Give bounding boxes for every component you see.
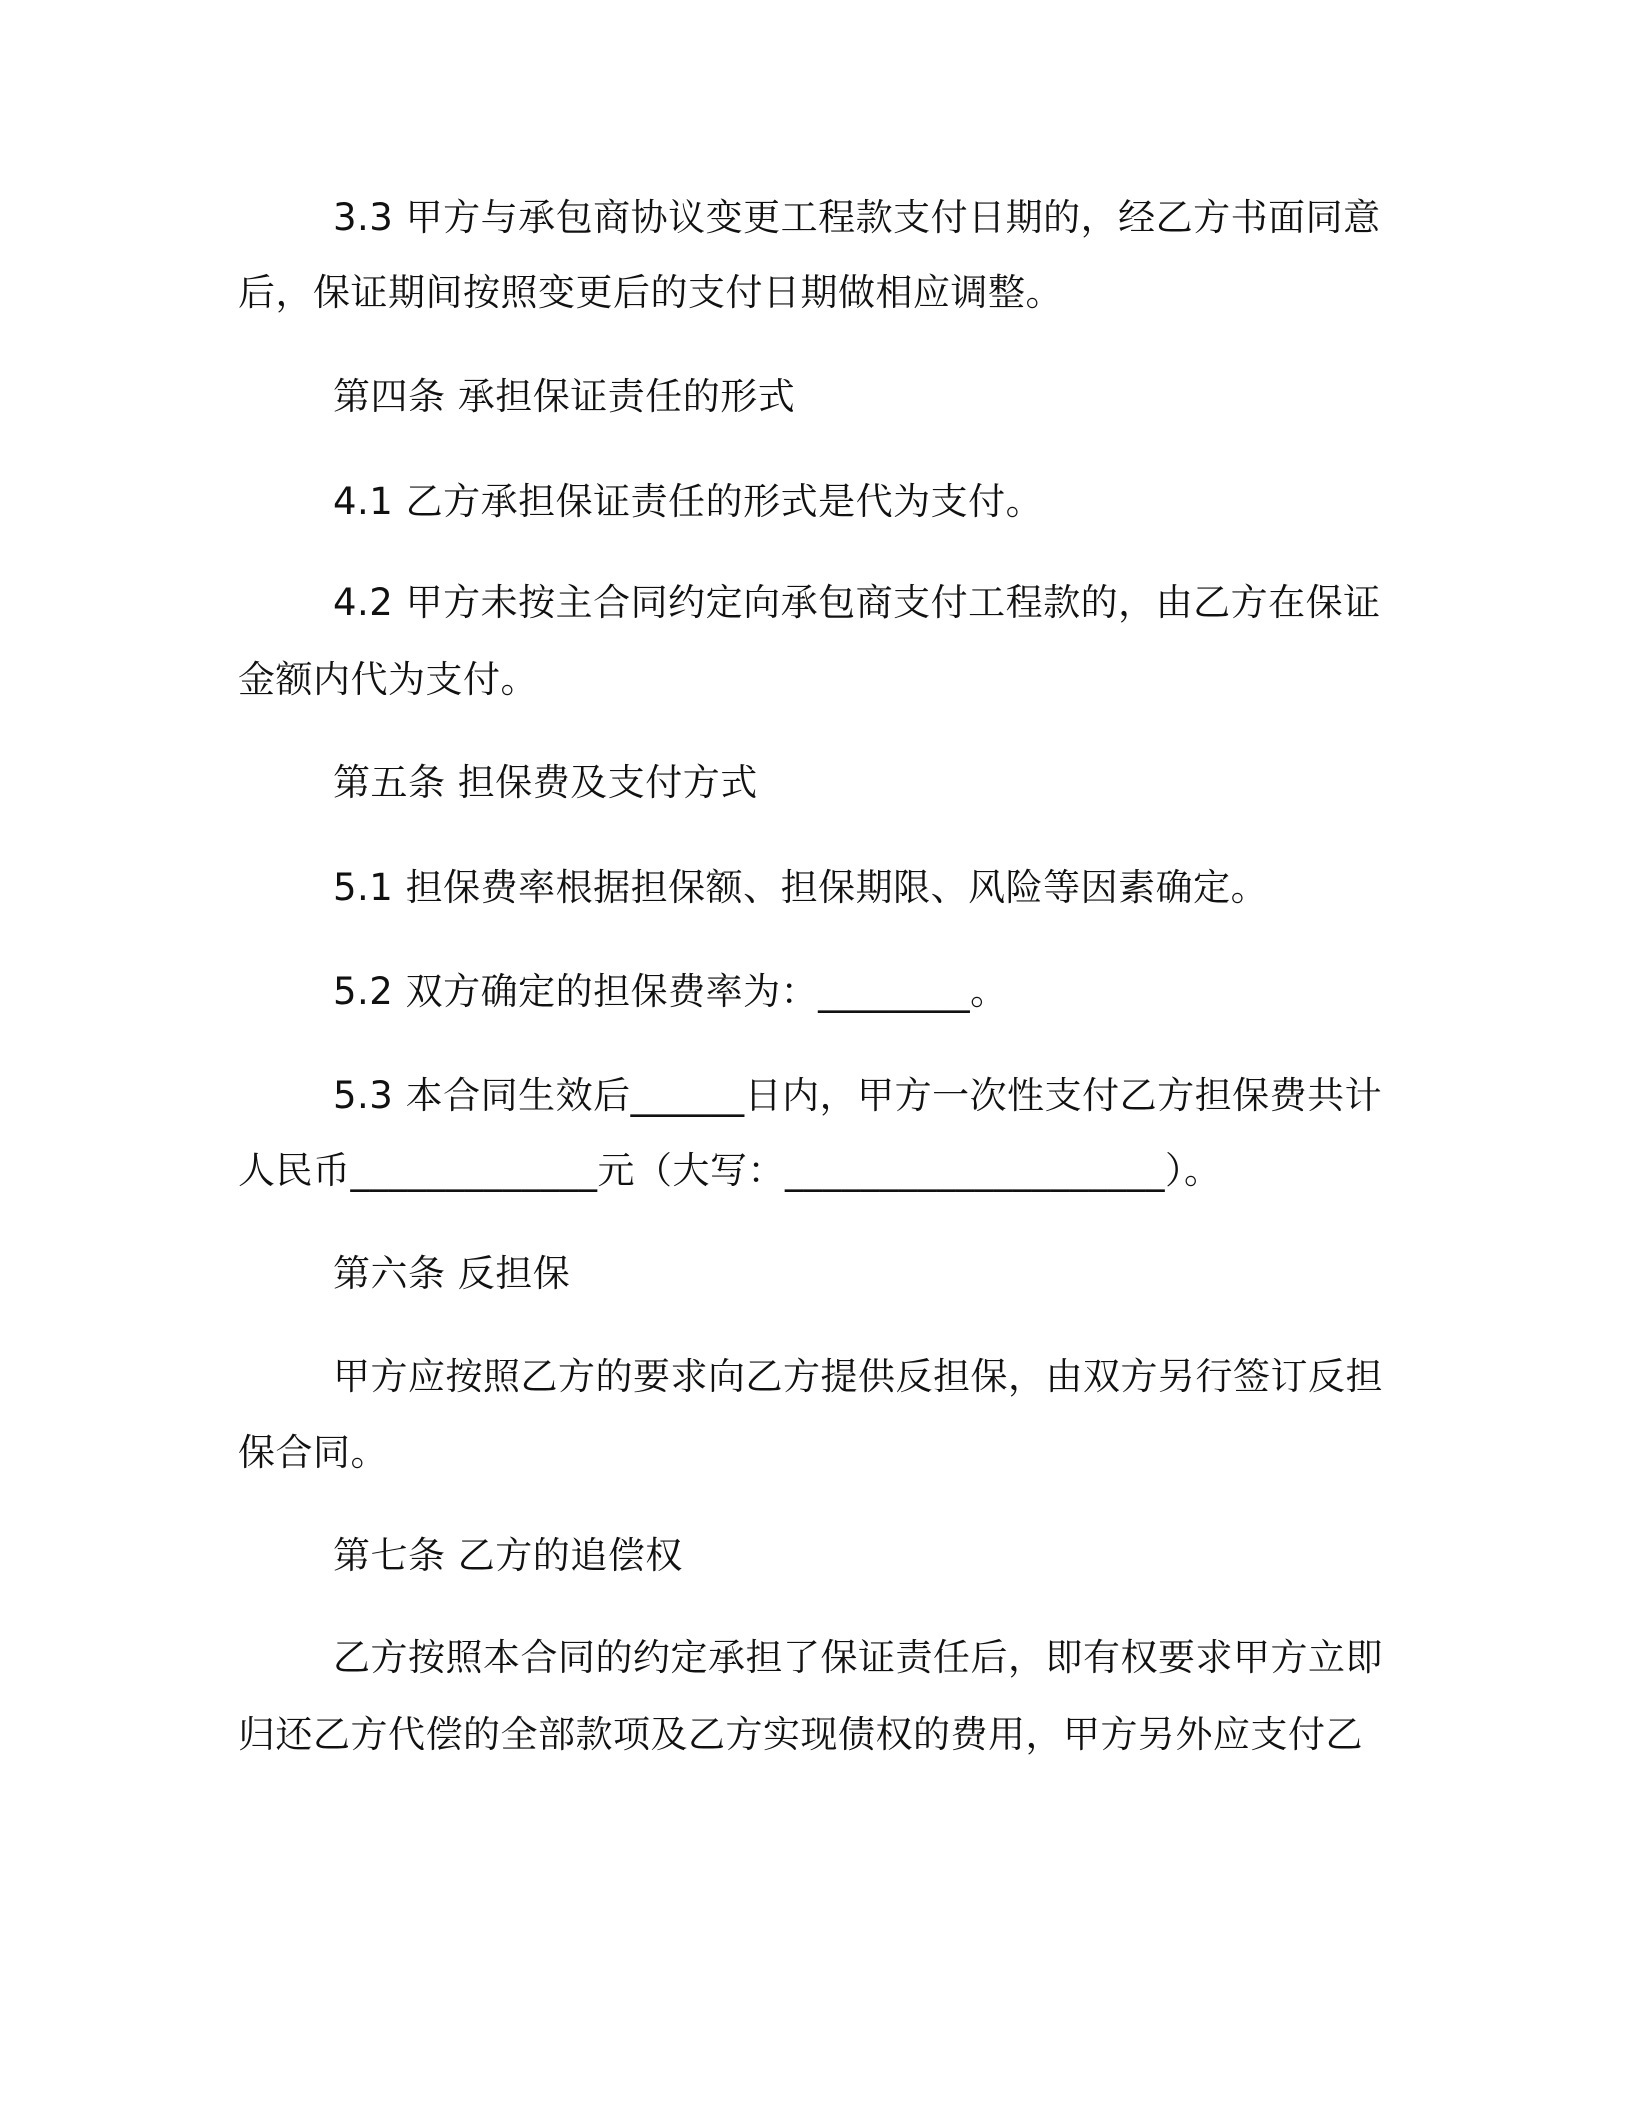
clause-5-3-line-1: 5.3 本合同生效后______日内，甲方一次性支付乙方担保费共计 [333, 1074, 1383, 1117]
article-7-heading: 第七条 乙方的追偿权 [333, 1534, 683, 1577]
clause-4-2-line-1: 4.2 甲方未按主合同约定向承包商支付工程款的，由乙方在保证 [333, 581, 1381, 624]
article-6-text-line-1: 甲方应按照乙方的要求向乙方提供反担保，由双方另行签订反担 [333, 1355, 1383, 1398]
article-7-text-line-2: 归还乙方代偿的全部款项及乙方实现债权的费用，甲方另外应支付乙 [238, 1713, 1363, 1756]
article-6-heading: 第六条 反担保 [333, 1252, 571, 1295]
clause-4-1: 4.1 乙方承担保证责任的形式是代为支付。 [333, 480, 1044, 523]
clause-5-3-line-2: 人民币_____________元（大写：____________________）。 [238, 1149, 1222, 1192]
article-5-heading: 第五条 担保费及支付方式 [333, 761, 758, 804]
clause-5-1: 5.1 担保费率根据担保额、担保期限、风险等因素确定。 [333, 866, 1269, 909]
clause-3-3-line-2: 后，保证期间按照变更后的支付日期做相应调整。 [238, 271, 1063, 314]
article-6-text-line-2: 保合同。 [238, 1431, 388, 1474]
clause-4-2-line-2: 金额内代为支付。 [238, 658, 538, 701]
clause-5-2: 5.2 双方确定的担保费率为：________。 [333, 970, 1008, 1013]
clause-3-3-line-1: 3.3 甲方与承包商协议变更工程款支付日期的，经乙方书面同意 [333, 196, 1381, 239]
article-4-heading: 第四条 承担保证责任的形式 [333, 375, 796, 418]
article-7-text-line-1: 乙方按照本合同的约定承担了保证责任后，即有权要求甲方立即 [333, 1636, 1383, 1679]
